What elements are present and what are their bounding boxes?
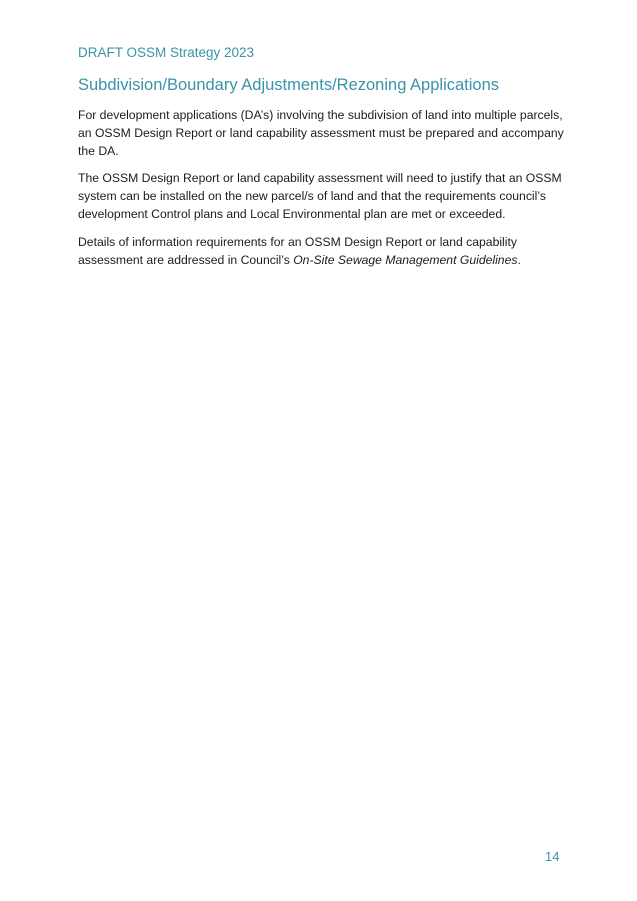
paragraph-1 bbox=[78, 107, 564, 160]
guidelines-title: On-Site Sewage Management Guidelines bbox=[293, 252, 518, 267]
text-line: The OSSM Design Report or land capability assessment will need to justify that an OSSM bbox=[78, 171, 562, 186]
running-header: DRAFT OSSM Strategy 2023 bbox=[78, 45, 255, 60]
text-line: system can be installed on the new parcel/s of land and that the requirements council’s bbox=[78, 189, 546, 204]
section-heading: Subdivision/Boundary Adjustments/Rezoning Applications bbox=[78, 76, 500, 94]
text-line-suffix: . bbox=[517, 252, 521, 267]
text-line: For development applications (DA’s) involving the subdivision of land into multiple parcels, bbox=[78, 108, 563, 122]
text-line: development Control plans and Local Environmental plan are met or exceeded. bbox=[78, 206, 506, 221]
text-line bbox=[78, 252, 558, 270]
body-text bbox=[78, 107, 564, 279]
paragraph-3 bbox=[78, 234, 558, 270]
text-line: Details of information requirements for an OSSM Design Report or land capability bbox=[78, 234, 517, 249]
paragraph-2 bbox=[78, 170, 562, 223]
page-number: 14 bbox=[545, 849, 560, 864]
text-line-prefix: assessment are addressed in Council’s bbox=[78, 252, 294, 267]
text-line: an OSSM Design Report or land capability assessment must be prepared and accompany bbox=[78, 125, 564, 140]
text-line: the DA. bbox=[78, 143, 119, 158]
